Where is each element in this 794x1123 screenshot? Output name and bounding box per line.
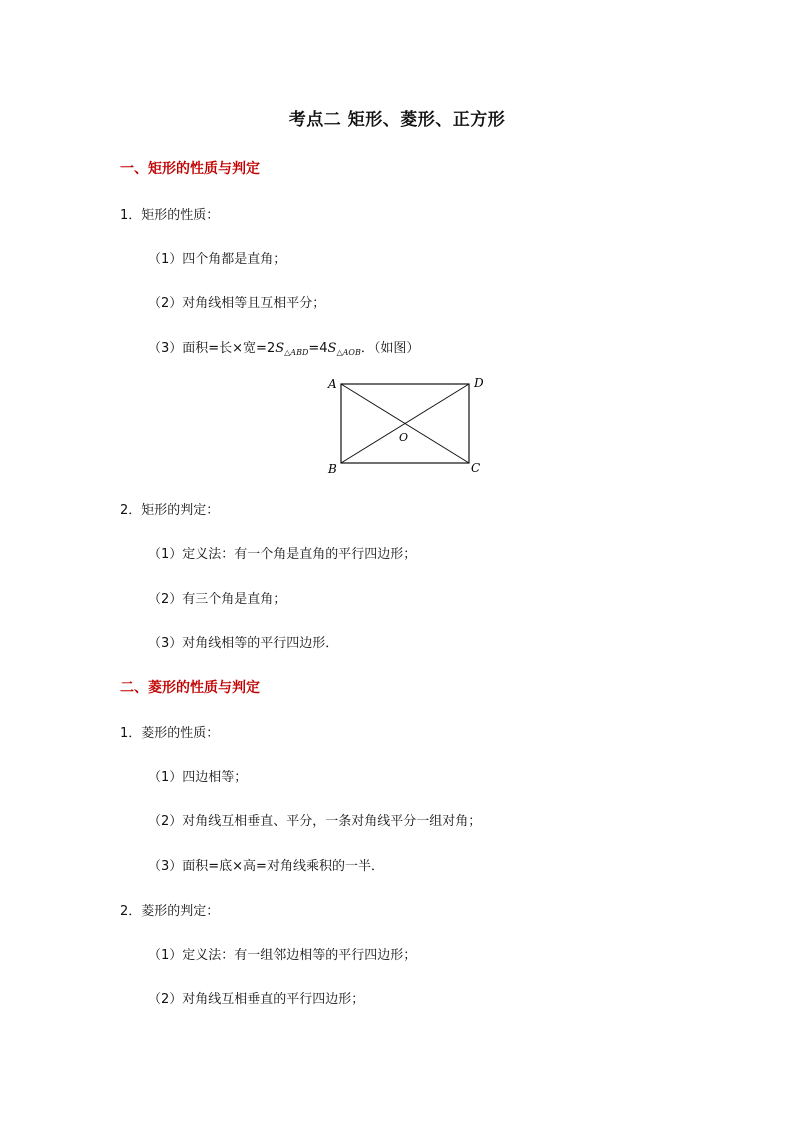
triangle-symbol: △ bbox=[336, 348, 343, 357]
page-title: 考点二 矩形、菱形、正方形 bbox=[288, 110, 506, 130]
rhombus-criteria-heading: 2．菱形的判定： bbox=[120, 904, 220, 919]
area-symbol-s: S bbox=[327, 341, 337, 356]
rectangle-properties-heading: 1．矩形的性质： bbox=[120, 208, 220, 223]
rhombus-property-1: （1）四边相等； bbox=[148, 770, 248, 785]
center-label-o: O bbox=[399, 431, 409, 444]
area-mid: =4 bbox=[308, 341, 328, 356]
section-heading-rectangle: 一、矩形的性质与判定 bbox=[120, 161, 260, 177]
rhombus-criterion-2: （2）对角线互相垂直的平行四边形； bbox=[148, 992, 365, 1007]
area-prefix: （3）面积=长×宽=2 bbox=[148, 341, 276, 356]
triangle-symbol: △ bbox=[284, 348, 291, 357]
rectangle-criterion-2: （2）有三个角是直角； bbox=[148, 592, 287, 607]
rhombus-properties-heading: 1．菱形的性质： bbox=[120, 726, 220, 741]
area-subscript-abd: ABD bbox=[290, 348, 309, 357]
area-symbol-s: S bbox=[275, 341, 285, 356]
rectangle-criteria-heading: 2．矩形的判定： bbox=[120, 503, 220, 518]
vertex-label-a: A bbox=[328, 377, 337, 391]
rectangle-property-1: （1）四个角都是直角； bbox=[148, 252, 287, 267]
rectangle-property-3-area bbox=[148, 337, 419, 357]
rhombus-property-3: （3）面积=底×高=对角线乘积的一半． bbox=[148, 859, 384, 874]
vertex-label-c: C bbox=[471, 461, 481, 475]
area-suffix: ．（如图） bbox=[360, 341, 420, 356]
rectangle-diagram bbox=[320, 372, 495, 480]
rhombus-property-2: （2）对角线互相垂直、平分，一条对角线平分一组对角； bbox=[148, 814, 482, 829]
rectangle-property-2: （2）对角线相等且互相平分； bbox=[148, 296, 326, 311]
area-subscript-aob: AOB bbox=[342, 348, 361, 357]
rhombus-criterion-1: （1）定义法：有一组邻边相等的平行四边形； bbox=[148, 948, 417, 963]
vertex-label-b: B bbox=[328, 462, 337, 476]
section-heading-rhombus: 二、菱形的性质与判定 bbox=[120, 680, 260, 696]
rectangle-criterion-1: （1）定义法：有一个角是直角的平行四边形； bbox=[148, 547, 417, 562]
rectangle-criterion-3: （3）对角线相等的平行四边形． bbox=[148, 636, 339, 651]
vertex-label-d: D bbox=[474, 376, 484, 390]
